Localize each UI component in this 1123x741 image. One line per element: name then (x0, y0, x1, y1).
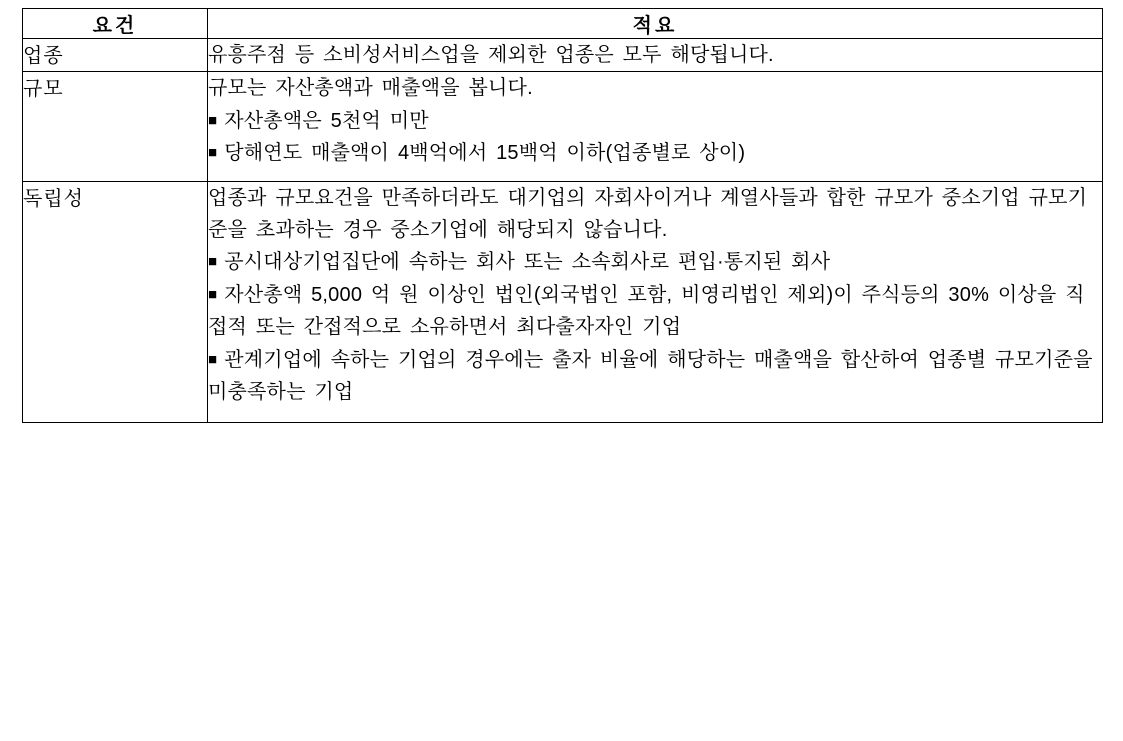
requirements-table (22, 8, 1103, 423)
bullet-text: 관계기업에 속하는 기업의 경우에는 출자 비율에 해당하는 매출액을 합산하여 업종별 규모기준을 미충족하는 기업 (208, 348, 1102, 403)
square-bullet-icon: ■ (208, 111, 218, 129)
bullet-item (208, 105, 1102, 137)
paragraph: 규모는 자산총액과 매출액을 봅니다. (208, 77, 533, 100)
table-row (23, 39, 1103, 72)
bullet-item (208, 137, 1102, 169)
table-row (23, 181, 1103, 423)
column-header-requirement: 요건 (23, 9, 208, 39)
bullet-item (208, 344, 1102, 409)
square-bullet-icon: ■ (208, 285, 218, 303)
row-description-industry (208, 39, 1103, 72)
row-label-independence: 독립성 (23, 181, 208, 423)
square-bullet-icon: ■ (208, 350, 218, 368)
column-header-description: 적요 (208, 9, 1103, 39)
row-label-scale: 규모 (23, 72, 208, 181)
table-body (23, 39, 1103, 423)
table-row (23, 72, 1103, 181)
row-label-industry: 업종 (23, 39, 208, 72)
row-description-scale (208, 72, 1103, 181)
square-bullet-icon: ■ (208, 253, 218, 271)
bullet-item (208, 246, 1102, 278)
square-bullet-icon: ■ (208, 144, 218, 162)
row-description-independence (208, 181, 1103, 423)
table-header-row (23, 9, 1103, 39)
paragraph: 업종과 규모요건을 만족하더라도 대기업의 자회사이거나 계열사들과 합한 규모가 중소기업 규모기준을 초과하는 경우 중소기업에 해당되지 않습니다. (208, 186, 1088, 241)
bullet-text: 공시대상기업집단에 속하는 회사 또는 소속회사로 편입·통지된 회사 (224, 251, 831, 274)
paragraph: 유흥주점 등 소비성서비스업을 제외한 업종은 모두 해당됩니다. (208, 44, 774, 66)
bullet-text: 당해연도 매출액이 4백억에서 15백억 이하(업종별로 상이) (224, 142, 746, 165)
bullet-item (208, 279, 1102, 344)
bullet-text: 자산총액 5,000 억 원 이상인 법인(외국법인 포함, 비영리법인 제외)이 주식등의 30% 이상을 직접적 또는 간접적으로 소유하면서 최다출자자인 기업 (208, 283, 1085, 339)
table-header (23, 9, 1103, 39)
bullet-text: 자산총액은 5천억 미만 (224, 109, 429, 132)
